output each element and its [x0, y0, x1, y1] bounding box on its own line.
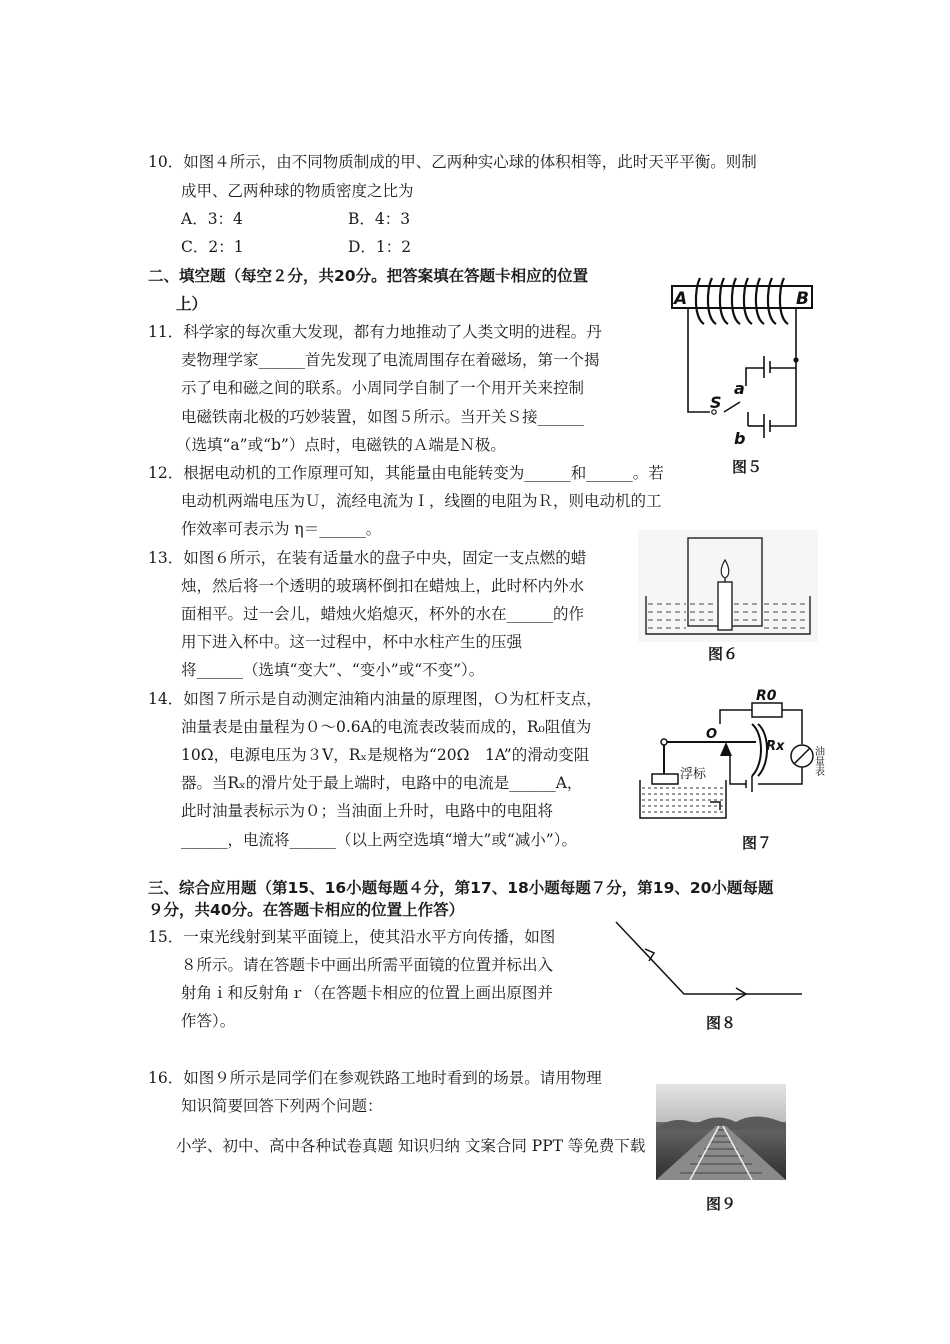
q11-line2: 麦物理学家______首先发现了电流周围存在着磁场，第一个揭 — [181, 351, 600, 369]
q10-option-d: D．1：2 — [348, 238, 412, 256]
q14-line3: 10Ω，电源电压为３V，Rₓ是规格为“20Ω 1A”的滑动变阻 — [181, 746, 590, 764]
fig5-label-contact-b: b — [734, 429, 746, 448]
fig7-label-r0: R0 — [756, 688, 777, 704]
q12-line3: 作效率可表示为 η＝______。 — [181, 520, 382, 538]
q15-line2: ８所示。请在答题卡中画出所需平面镜的位置并标出入 — [181, 956, 554, 974]
figure-6-caption: 图６ — [708, 645, 739, 663]
q13-line4: 用下进入杯中。这一过程中，杯中水柱产生的压强 — [181, 633, 523, 651]
q10-option-b: B．4：3 — [348, 210, 411, 228]
q13-line3: 面相平。过一会儿，蜡烛火焰熄灭，杯外的水在______的作 — [181, 605, 585, 623]
q13-line1: 13．如图６所示，在装有适量水的盘子中央，固定一支点燃的蜡 — [148, 549, 587, 567]
figure-7-caption: 图７ — [742, 834, 773, 852]
fig5-label-switch: S — [710, 393, 722, 412]
figure-9-railway-photo — [656, 1084, 786, 1180]
section2-heading-line1: 二、填空题（每空２分，共20分。把答案填在答题卡相应的位置 — [148, 267, 589, 285]
q14-line1: 14．如图７所示是自动测定油箱内油量的原理图，Ｏ为杠杆支点， — [148, 690, 602, 708]
q16-line1: 16．如图９所示是同学们在参观铁路工地时看到的场景。请用物理 — [148, 1069, 602, 1087]
fig7-label-pivot: O — [706, 727, 718, 742]
download-ad-text: 小学、初中、高中各种试卷真题 知识归纳 文案合同 PPT 等免费下载 — [176, 1137, 646, 1155]
figure-8-light-ray — [612, 918, 808, 1004]
figure-7-oil-gauge — [640, 684, 840, 824]
q10-line1: 10．如图４所示，由不同物质制成的甲、乙两种实心球的体积相等，此时天平平衡。则制 — [148, 153, 757, 171]
q11-line4: 电磁铁南北极的巧妙装置，如图５所示。当开关Ｓ接______ — [181, 408, 585, 426]
section2-heading-line2: 上） — [176, 295, 208, 313]
q15-line1: 15．一束光线射到某平面镜上，使其沿水平方向传播，如图 — [148, 928, 556, 946]
figure-5-caption: 图５ — [732, 458, 763, 476]
q15-line3: 射角ｉ和反射角ｒ（在答题卡相应的位置上画出原图并 — [181, 984, 554, 1002]
q15-line4: 作答）。 — [181, 1012, 236, 1030]
section3-heading-line2: ９分，共40分。在答题卡相应的位置上作答） — [148, 901, 465, 919]
q16-line2: 知识简要回答下列两个问题： — [181, 1097, 383, 1115]
section3-heading-line1: 三、综合应用题（第15、16小题每题４分，第17、18小题每题７分，第19、20小题每题 — [148, 879, 774, 897]
figure-9-caption: 图９ — [706, 1195, 737, 1213]
fig7-label-meter: 油量表 — [812, 746, 824, 776]
q14-line6: ______，电流将______（以上两空选填“增大”或“减小”）。 — [181, 831, 577, 849]
q14-line4: 器。当Rₓ的滑片处于最上端时，电路中的电流是______A， — [181, 774, 583, 792]
figure-6-candle — [638, 530, 818, 642]
q10-line2: 成甲、乙两种球的物质密度之比为 — [181, 182, 414, 200]
q11-line1: 11．科学家的每次重大发现，都有力地推动了人类文明的进程。丹 — [148, 323, 602, 341]
fig5-label-b-end: B — [796, 289, 809, 309]
q14-line5: 此时油量表标示为０；当油面上升时，电路中的电阻将 — [181, 802, 554, 820]
fig5-label-contact-a: a — [734, 379, 745, 398]
figure-8-caption: 图８ — [706, 1014, 737, 1032]
fig5-label-a-end: A — [674, 289, 688, 309]
fig7-label-rx: Rx — [766, 739, 785, 754]
figure-5-circuit — [668, 268, 818, 448]
q13-line5: 将______（选填“变大”、“变小”或“不变”）。 — [181, 661, 485, 679]
q11-line5: （选填“a”或“b”）点时，电磁铁的Ａ端是Ｎ极。 — [176, 436, 506, 454]
fig7-label-float: 浮标 — [680, 767, 707, 782]
q12-line2: 电动机两端电压为Ｕ，流经电流为Ｉ，线圈的电阻为Ｒ，则电动机的工 — [181, 492, 662, 510]
q10-option-c: C．2：1 — [181, 238, 244, 256]
q12-line1: 12．根据电动机的工作原理可知，其能量由电能转变为______和______。若 — [148, 464, 664, 482]
q14-line2: 油量表是由量程为０～0.6A的电流表改装而成的，R₀阻值为 — [181, 718, 592, 736]
q13-line2: 烛，然后将一个透明的玻璃杯倒扣在蜡烛上，此时杯内外水 — [181, 577, 585, 595]
q10-option-a: A．3：4 — [181, 210, 243, 228]
q11-line3: 示了电和磁之间的联系。小周同学自制了一个用开关来控制 — [181, 379, 585, 397]
